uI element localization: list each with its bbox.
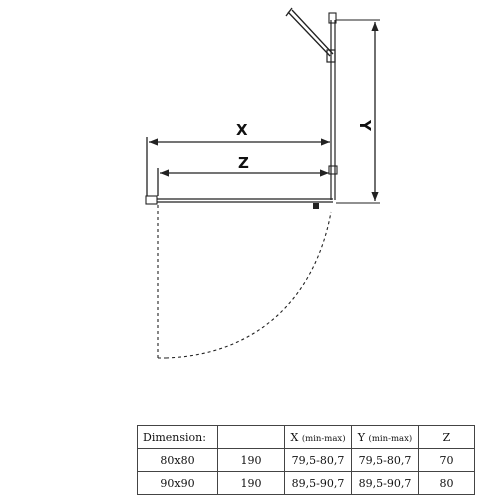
cell-z: 80 [419,472,475,495]
fixed-side-panel [329,13,337,200]
header-z: Z [419,426,475,449]
header-x: X (min-max) [285,426,352,449]
cell-height: 190 [218,472,285,495]
dimension-label-y: Y [356,120,374,131]
header-dimension: Dimension: [138,426,218,449]
dimension-z [158,154,329,196]
dimension-label-z: Z [238,154,249,172]
cell-dimension: 90x90 [138,472,218,495]
dimension-label-x: X [236,121,248,139]
door-swing-arc [158,205,331,358]
stabilizer-bar [286,8,335,62]
cell-y: 79,5-80,7 [352,449,419,472]
table-row [138,472,475,495]
door-panel [146,196,333,209]
header-y: Y (min-max) [352,426,419,449]
cell-x: 89,5-90,7 [285,472,352,495]
dimension-y [336,20,380,203]
header-blank [218,426,285,449]
cell-dimension: 80x80 [138,449,218,472]
cell-z: 70 [419,449,475,472]
table-header-row [138,426,475,449]
cell-y: 89,5-90,7 [352,472,419,495]
table-row [138,449,475,472]
cell-height: 190 [218,449,285,472]
dimension-table [137,425,475,495]
cell-x: 79,5-80,7 [285,449,352,472]
